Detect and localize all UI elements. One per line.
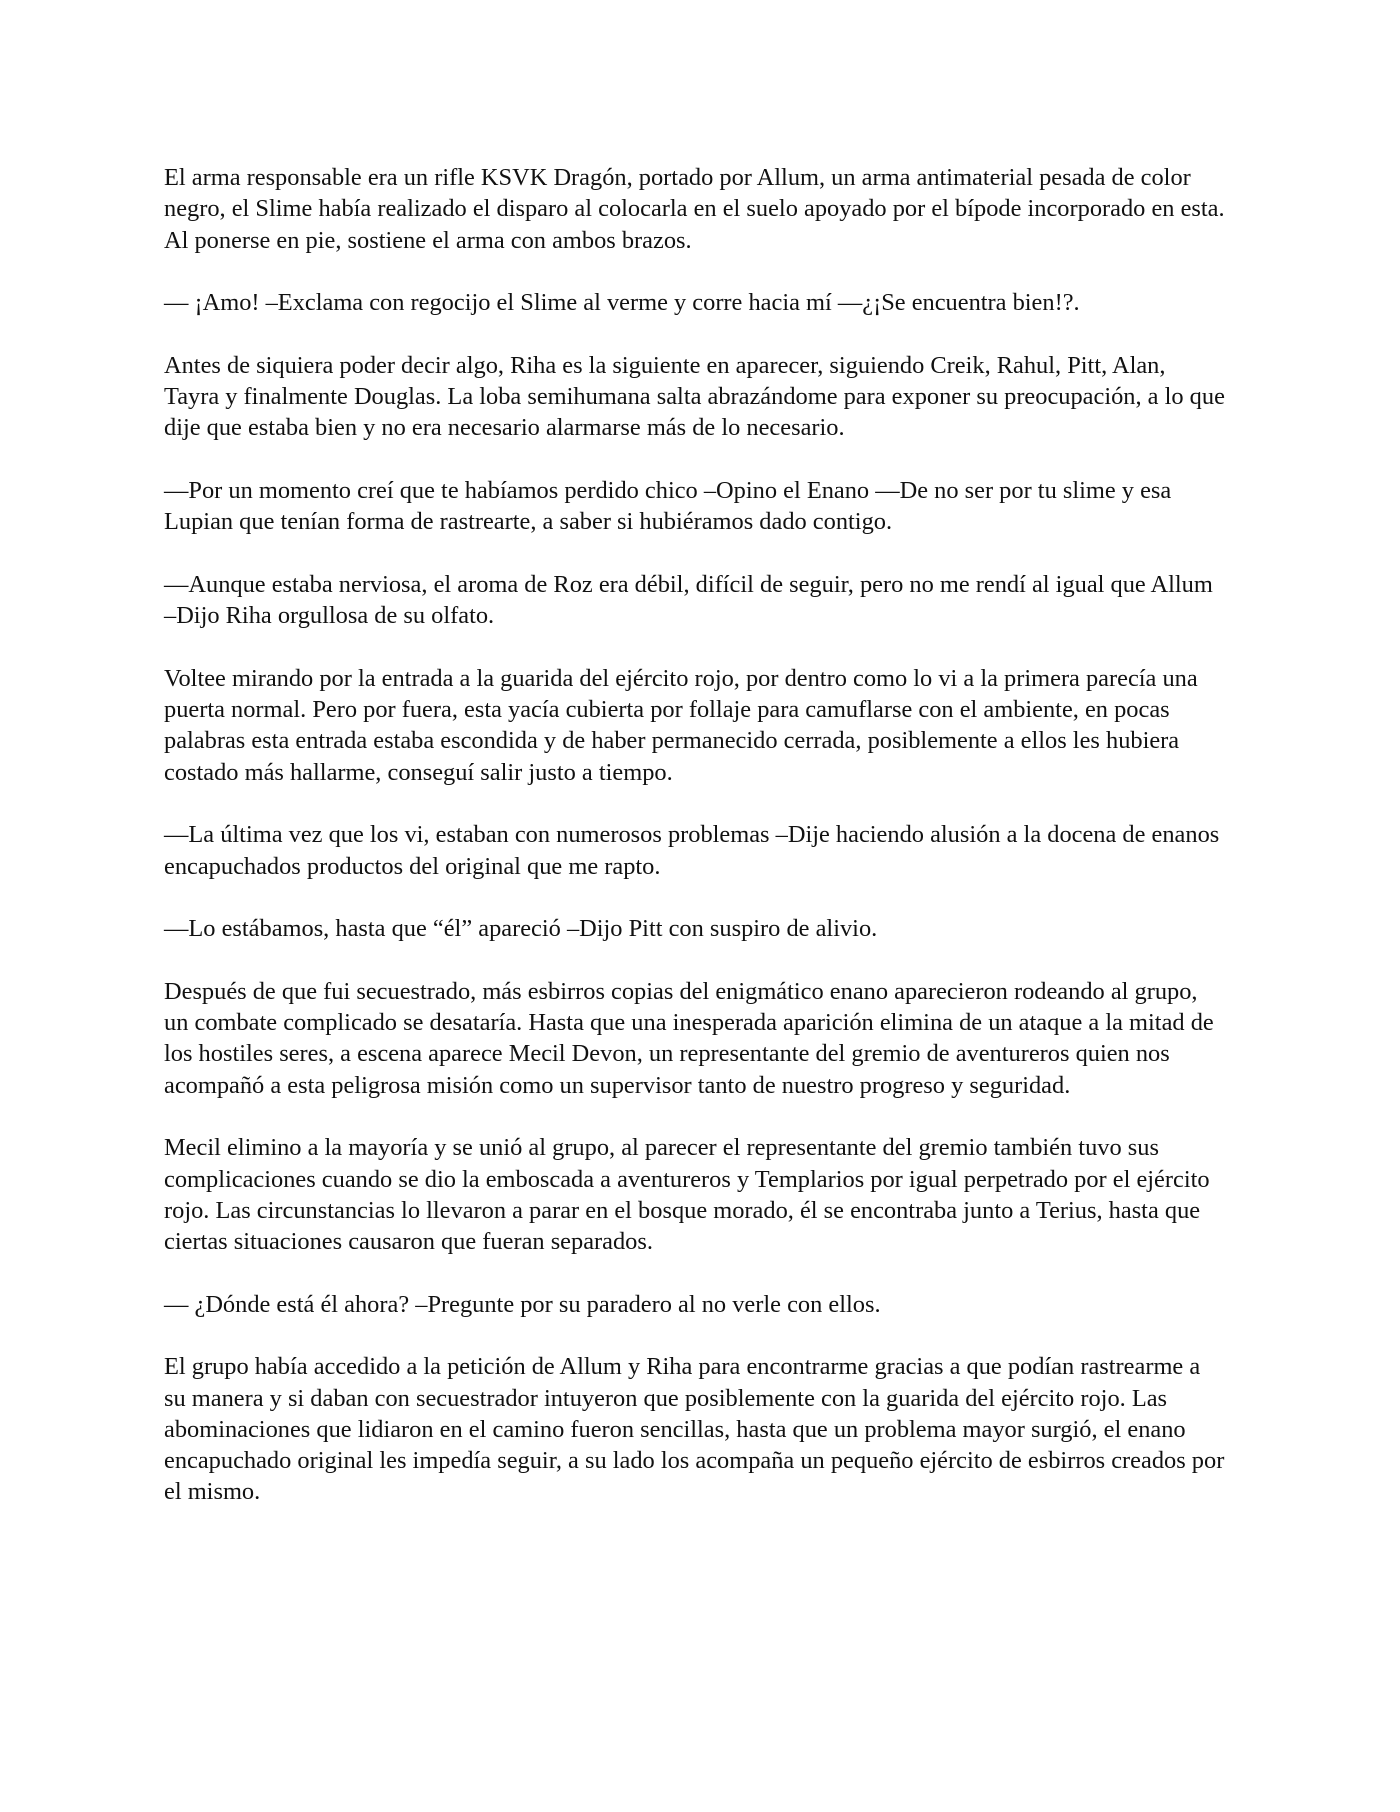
paragraph: —La última vez que los vi, estaban con numerosos problemas –Dije haciendo alusión a la docena de enanos encapuchados productos del original que me rapto. xyxy=(164,821,1220,880)
paragraph: —Lo estábamos, hasta que “él” apareció –Dijo Pitt con suspiro de alivio. xyxy=(164,915,878,943)
paragraph: El arma responsable era un rifle KSVK Dragón, portado por Allum, un arma antimaterial pesada de color negro, el Slime había realizado el disparo al colocarla en el suelo apoyado por el bípode incorporado en esta. Al ponerse en pie, sostiene el arma con ambos brazos. xyxy=(164,164,1225,254)
document-body xyxy=(164,162,1226,1508)
paragraph: —Aunque estaba nerviosa, el aroma de Roz era débil, difícil de seguir, pero no me rendí al igual que Allum –Dijo Riha orgullosa de su olfato. xyxy=(164,570,1213,630)
paragraph: Voltee mirando por la entrada a la guarida del ejército rojo, por dentro como lo vi a la primera parecía una puerta normal. Pero por fuera, esta yacía cubierta por follaje para camuflarse con el ambiente, en pocas palabras esta entrada estaba escondida y de haber permanecido cerrada, posiblemente a ellos les hubiera costado más hallarme, conseguí salir justo a tiempo. xyxy=(164,664,1198,786)
paragraph: Antes de siquiera poder decir algo, Riha es la siguiente en aparecer, siguiendo Creik, Rahul, Pitt, Alan, Tayra y finalmente Douglas. La loba semihumana salta abrazándome para exponer su preocupación, a lo que dije que estaba bien y no era necesario alarmarse más de lo necesario. xyxy=(164,351,1225,442)
paragraph: Mecil elimino a la mayoría y se unió al grupo, al parecer el representante del gremio también tuvo sus complicaciones cuando se dio la emboscada a aventureros y Templarios por igual perpetrado por el ejército rojo. Las circunstancias lo llevaron a parar en el bosque morado, él se encontraba junto a Terius, hasta que ciertas situaciones causaron que fueran separados. xyxy=(164,1134,1210,1256)
paragraph: —Por un momento creí que te habíamos perdido chico –Opino el Enano —De no ser por tu slime y esa Lupian que tenían forma de rastrearte, a saber si hubiéramos dado contigo. xyxy=(164,476,1172,536)
paragraph: — ¡Amo! –Exclama con regocijo el Slime al verme y corre hacia mí —¿¡Se encuentra bien!?. xyxy=(164,289,1080,317)
paragraph: — ¿Dónde está él ahora? –Pregunte por su paradero al no verle con ellos. xyxy=(164,1290,881,1318)
paragraph: El grupo había accedido a la petición de Allum y Riha para encontrarme gracias a que podían rastrearme a su manera y si daban con secuestrador intuyeron que posiblemente con la guarida del ejército rojo. Las abominaciones que lidiaron en el camino fueron sencillas, hasta que un problema mayor surgió, el enano encapuchado original les impedía seguir, a su lado los acompaña un pequeño ejército de esbirros creados por el mismo. xyxy=(164,1353,1225,1506)
paragraph: Después de que fui secuestrado, más esbirros copias del enigmático enano aparecieron rodeando al grupo, un combate complicado se desataría. Hasta que una inesperada aparición elimina de un ataque a la mitad de los hostiles seres, a escena aparece Mecil Devon, un representante del gremio de aventureros quien nos acompañó a esta peligrosa misión como un supervisor tanto de nuestro progreso y seguridad. xyxy=(164,977,1214,1099)
